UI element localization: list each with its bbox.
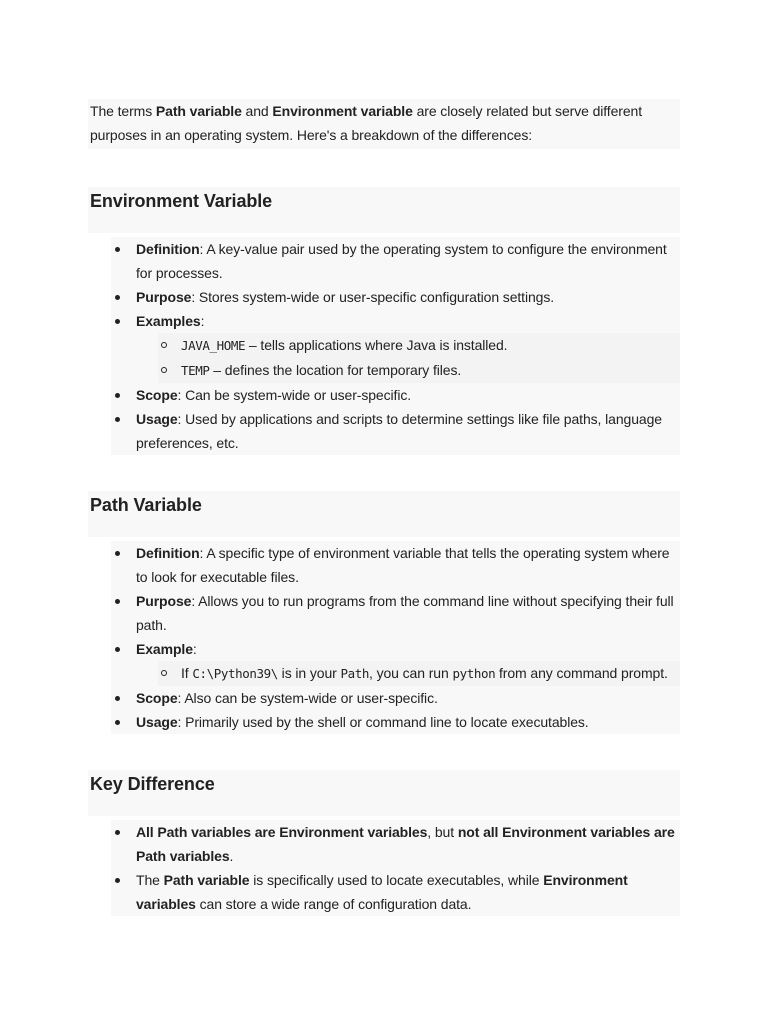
item-label: Usage (136, 714, 178, 730)
intro-text: The terms (90, 103, 156, 119)
item-bold: All Path variables are Environment variables (136, 824, 428, 840)
item-label: Definition (136, 545, 200, 561)
list-item (111, 710, 680, 734)
item-text: , you can run (369, 665, 453, 681)
list-item (111, 589, 680, 637)
list-item (111, 637, 680, 686)
item-text: , but (427, 824, 458, 840)
item-bold: Environment variables (136, 872, 628, 912)
item-label: Definition (136, 241, 200, 257)
item-text: : Also can be system-wide or user-specific. (177, 690, 438, 706)
intro-bold-path: Path variable (155, 103, 242, 119)
item-text: : Primarily used by the shell or command line to locate executables. (177, 714, 589, 730)
item-label: Purpose (136, 593, 192, 609)
item-text: If (181, 665, 193, 681)
example-sub-list (136, 661, 680, 686)
path-list-block (111, 541, 680, 734)
key-list-block (111, 820, 680, 916)
item-bold: not all Environment variables are Path variables (136, 824, 675, 864)
item-text: can store a wide range of configuration data. (195, 896, 472, 912)
item-label: Usage (136, 411, 178, 427)
list-item (111, 686, 680, 710)
sub-list-item (136, 358, 680, 383)
examples-sub-list (136, 333, 680, 383)
list-item (111, 820, 680, 868)
item-bold: Path variable (163, 872, 250, 888)
item-text: : Can be system-wide or user-specific. (177, 387, 412, 403)
list-item (111, 285, 680, 309)
sub-list-item (136, 661, 680, 686)
key-heading-text: Key Difference (90, 774, 215, 794)
code-snippet: C:\Python39\ (192, 666, 278, 681)
env-heading (88, 187, 680, 233)
item-text: : A specific type of environment variable that tells the operating system where to look for executable files. (136, 545, 670, 585)
item-text: : (200, 313, 205, 329)
item-label: Example (136, 641, 193, 657)
code-snippet: Path (340, 666, 370, 681)
item-text: : (192, 641, 197, 657)
item-text: The (136, 872, 164, 888)
item-text: is specifically used to locate executables, while (249, 872, 544, 888)
item-text: – defines the location for temporary files. (209, 362, 462, 378)
key-list (111, 820, 680, 916)
list-item (111, 383, 680, 407)
item-text: from any command prompt. (495, 665, 668, 681)
item-label: Examples (136, 313, 201, 329)
item-text: . (229, 848, 234, 864)
item-label: Scope (136, 387, 178, 403)
code-snippet: TEMP (181, 363, 210, 378)
list-item (111, 407, 680, 455)
intro-bold-env: Environment variable (272, 103, 413, 119)
item-text: is in your (277, 665, 341, 681)
env-list-block (111, 237, 680, 455)
env-list (111, 237, 680, 455)
item-text: – tells applications where Java is installed. (245, 337, 508, 353)
list-item (111, 309, 680, 383)
key-heading (88, 770, 680, 816)
item-label: Scope (136, 690, 178, 706)
env-heading-text: Environment Variable (90, 191, 273, 211)
intro-text: are closely related but serve different purposes in an operating system. Here's a breakdown of the differences: (90, 103, 642, 143)
sub-list-block (158, 333, 680, 383)
item-text: : Used by applications and scripts to determine settings like file paths, language preferences, etc. (136, 411, 662, 451)
item-label: Purpose (136, 289, 192, 305)
code-snippet: python (452, 666, 496, 681)
intro-text: and (241, 103, 273, 119)
sub-list-item (136, 333, 680, 358)
item-text: : Stores system-wide or user-specific configuration settings. (191, 289, 555, 305)
list-item (111, 541, 680, 589)
path-list (111, 541, 680, 734)
path-heading (88, 491, 680, 537)
list-item (111, 868, 680, 916)
sub-list-block (158, 661, 680, 686)
path-heading-text: Path Variable (90, 495, 202, 515)
item-text: : Allows you to run programs from the command line without specifying their full path. (136, 593, 674, 633)
document-body (88, 99, 680, 916)
item-text: : A key-value pair used by the operating system to configure the environment for processes. (136, 241, 667, 281)
code-snippet: JAVA_HOME (181, 338, 246, 353)
intro-paragraph (88, 99, 680, 149)
list-item (111, 237, 680, 285)
